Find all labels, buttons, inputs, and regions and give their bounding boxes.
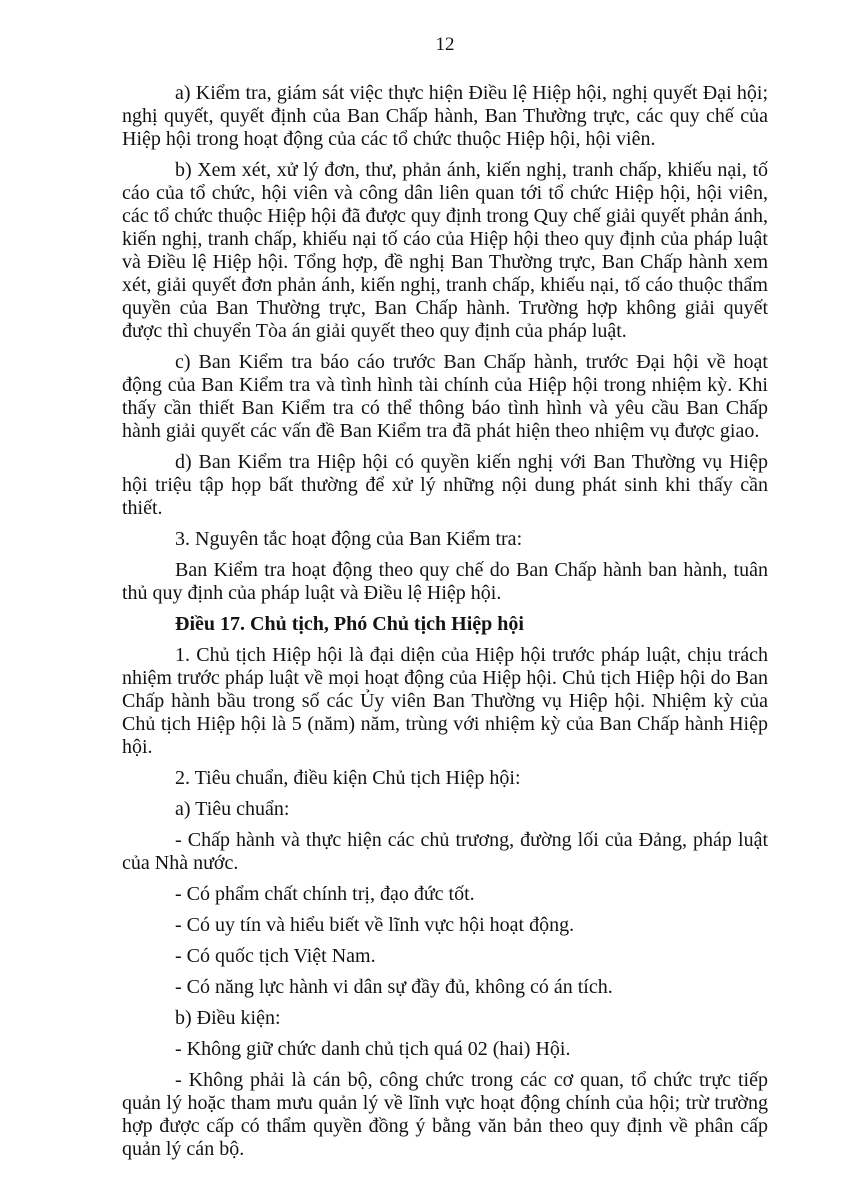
clause-d-extraordinary-meeting: d) Ban Kiểm tra Hiệp hội có quyền kiến nghị với Ban Thường vụ Hiệp hội triệu tập họp bất thường để xử lý những nội dung phát sinh khi thấy cần thiết. xyxy=(122,451,768,519)
standard-item-prestige-knowledge: - Có uy tín và hiểu biết về lĩnh vực hội hoạt động. xyxy=(175,914,575,936)
standard-item-civil-capacity: - Có năng lực hành vi dân sự đầy đủ, không có án tích. xyxy=(175,976,613,998)
page-number: 12 xyxy=(435,34,455,55)
sub-b-conditions-label: b) Điều kiện: xyxy=(175,1007,281,1029)
clause-2-standards-conditions-label: 2. Tiêu chuẩn, điều kiện Chủ tịch Hiệp hội: xyxy=(175,767,521,789)
document-body xyxy=(122,82,768,1161)
article-17-heading: Điều 17. Chủ tịch, Phó Chủ tịch Hiệp hội xyxy=(175,613,524,635)
standard-item-nationality: - Có quốc tịch Việt Nam. xyxy=(175,945,376,967)
item-3-operating-principles-label: 3. Nguyên tắc hoạt động của Ban Kiểm tra: xyxy=(175,528,523,550)
condition-item-not-civil-servant: - Không phải là cán bộ, công chức trong các cơ quan, tổ chức trực tiếp quản lý hoặc tham mưu quản lý về lĩnh vực hoạt động chính của hội; trừ trường hợp được cấp có thẩm quyền đồng ý bằng văn bản theo quy định về phân cấp quản lý cán bộ. xyxy=(122,1069,768,1160)
clause-1-chairman-role: 1. Chủ tịch Hiệp hội là đại diện của Hiệp hội trước pháp luật, chịu trách nhiệm trước pháp luật về mọi hoạt động của Hiệp hội. Chủ tịch Hiệp hội do Ban Chấp hành bầu trong số các Ủy viên Ban Thường vụ Hiệp hội. Nhiệm kỳ của Chủ tịch Hiệp hội là 5 (năm) năm, trùng với nhiệm kỳ của Ban Chấp hành Hiệp hội. xyxy=(122,644,768,758)
clause-b-complaint-handling: b) Xem xét, xử lý đơn, thư, phản ánh, kiến nghị, tranh chấp, khiếu nại, tố cáo của tổ chức, hội viên và công dân liên quan tới tổ chức Hiệp hội, hội viên, các tổ chức thuộc Hiệp hội đã được quy định trong Quy chế giải quyết phản ánh, kiến nghị, tranh chấp, khiếu nại tố cáo của Hiệp hội theo quy định của pháp luật và Điều lệ Hiệp hội. Tổng hợp, đề nghị Ban Thường trực, Ban Chấp hành xem xét, giải quyết đơn phản ánh, kiến nghị, tranh chấp, khiếu nại, tố cáo thuộc thẩm quyền của Ban Thường trực, Ban Chấp hành. Trường hợp không giải quyết được thì chuyển Tòa án giải quyết theo quy định của pháp luật. xyxy=(122,159,768,342)
condition-item-max-two-associations: - Không giữ chức danh chủ tịch quá 02 (hai) Hội. xyxy=(175,1038,571,1060)
standard-item-political-quality: - Có phẩm chất chính trị, đạo đức tốt. xyxy=(175,883,475,905)
sub-a-standards-label: a) Tiêu chuẩn: xyxy=(175,798,290,820)
clause-c-reporting: c) Ban Kiểm tra báo cáo trước Ban Chấp hành, trước Đại hội về hoạt động của Ban Kiểm tra và tình hình tài chính của Hiệp hội trong nhiệm kỳ. Khi thấy cần thiết Ban Kiểm tra có thể thông báo tình hình và yêu cầu Ban Chấp hành giải quyết các vấn đề Ban Kiểm tra đã phát hiện theo nhiệm vụ được giao. xyxy=(122,351,768,442)
standard-item-party-compliance: - Chấp hành và thực hiện các chủ trương, đường lối của Đảng, pháp luật của Nhà nước. xyxy=(122,829,768,874)
clause-a-inspection: a) Kiểm tra, giám sát việc thực hiện Điều lệ Hiệp hội, nghị quyết Đại hội; nghị quyết, quyết định của Ban Chấp hành, Ban Thường trực, các quy chế của Hiệp hội trong hoạt động của các tổ chức thuộc Hiệp hội, hội viên. xyxy=(122,82,768,150)
operating-principles-paragraph: Ban Kiểm tra hoạt động theo quy chế do Ban Chấp hành ban hành, tuân thủ quy định của pháp luật và Điều lệ Hiệp hội. xyxy=(122,559,768,604)
